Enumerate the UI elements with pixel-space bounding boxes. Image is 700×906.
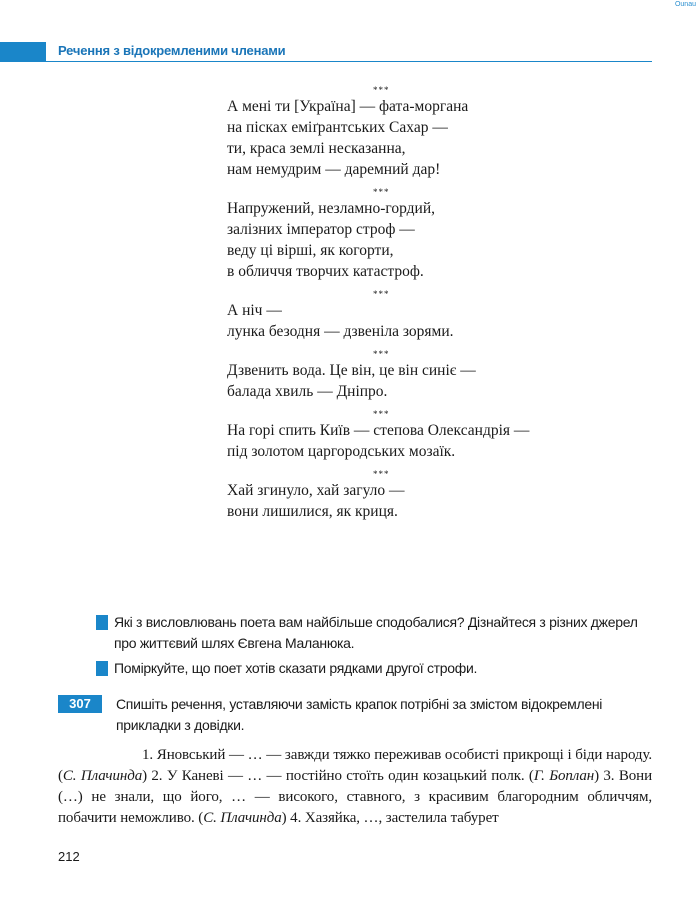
stanza-lines — [227, 300, 607, 342]
exercise-task: Спишіть речення, уставляючи замість крапок потрібні за змістом відокремлені прикладки з довідки. — [116, 696, 603, 733]
poem-line: Хай згинуло, хай загуло — — [227, 482, 405, 499]
page-number: 212 — [58, 849, 80, 864]
stanza-lines — [227, 420, 607, 462]
exercise-number-badge: 307 — [58, 695, 102, 713]
question-text: Поміркуйте, що поет хотів сказати рядками другої строфи. — [114, 660, 478, 676]
question-text: Які з висловлювань поета вам найбільше сподобалися? Дізнайтеся з різних джерел про життєвий шлях Євгена Маланюка. — [114, 614, 638, 651]
poem-line: залізних імператор строф — — [227, 221, 415, 238]
poem-line: Напружений, незламно-гордий, — [227, 200, 436, 217]
poem-line: На горі спить Київ — степова Олександрія — — [227, 422, 530, 439]
exercise-text: 1. Яновський — … — завжди тяжко переживав особисті прикрощі і біди народу. ( — [58, 747, 652, 784]
poem-line: Дзвенить вода. Це він, це він синіє — — [227, 362, 476, 379]
citation-author: С. Плачинда — [203, 810, 282, 826]
stanza-lines — [227, 96, 607, 180]
stanza — [227, 402, 607, 462]
header-accent-bar — [0, 42, 46, 62]
poem-line: вони лишилися, як криця. — [227, 503, 398, 520]
stanza — [227, 462, 607, 522]
poem-line: А мені ти [Україна] — фата-моргана — [227, 98, 469, 115]
poem-line: в обличчя творчих катастроф. — [227, 263, 424, 280]
stanza-lines — [227, 198, 607, 282]
stanza — [227, 84, 607, 180]
poem-line: веду ці вірші, як когорти, — [227, 242, 394, 259]
question-marker-icon — [96, 615, 108, 630]
header-divider — [0, 61, 652, 62]
poem-line: лунка безодня — дзвеніла зорями. — [227, 323, 454, 340]
stanza-separator: *** — [373, 187, 390, 197]
stanza-separator: *** — [373, 349, 390, 359]
stanza — [227, 180, 607, 282]
question-list — [96, 612, 652, 683]
poem-line: балада хвиль — Дніпро. — [227, 383, 388, 400]
stanza-lines — [227, 360, 607, 402]
stanza-separator: *** — [373, 469, 390, 479]
question-marker-icon — [96, 661, 108, 676]
stanza-separator: *** — [373, 409, 390, 419]
exercise-text: ) 3. Вони (…) не знали, що його, … — високого, ставного, з красивим благородним обличчям, побачити неможливо. ( — [58, 768, 653, 826]
exercise-text: ) 4. Хазяйка, …, застелила табурет — [281, 810, 499, 826]
question-item — [96, 658, 652, 679]
citation-author: С. Плачинда — [62, 768, 143, 784]
poem-line: під золотом царгородських мозаїк. — [227, 443, 456, 460]
exercise — [58, 694, 652, 829]
citation-author: Г. Боплан — [533, 768, 595, 784]
poem — [227, 84, 607, 522]
exercise-body — [58, 745, 652, 829]
poem-line: А ніч — — [227, 302, 282, 319]
stanza — [227, 282, 607, 342]
poem-line: нам немудрим — даремний дар! — [227, 161, 441, 178]
corner-logo-mark: Ounau — [674, 1, 696, 8]
section-title: Речення з відокремленими членами — [58, 43, 286, 58]
stanza-lines — [227, 480, 607, 522]
stanza — [227, 342, 607, 402]
stanza-separator: *** — [373, 289, 390, 299]
exercise-text: ) 2. У Каневі — … — постійно стоїть один козацький полк. ( — [142, 768, 534, 784]
poem-line: на пісках еміґрантських Сахар — — [227, 119, 448, 136]
question-item — [96, 612, 652, 654]
poem-line: ти, краса землі несказанна, — [227, 140, 406, 157]
stanza-separator: *** — [373, 85, 390, 95]
